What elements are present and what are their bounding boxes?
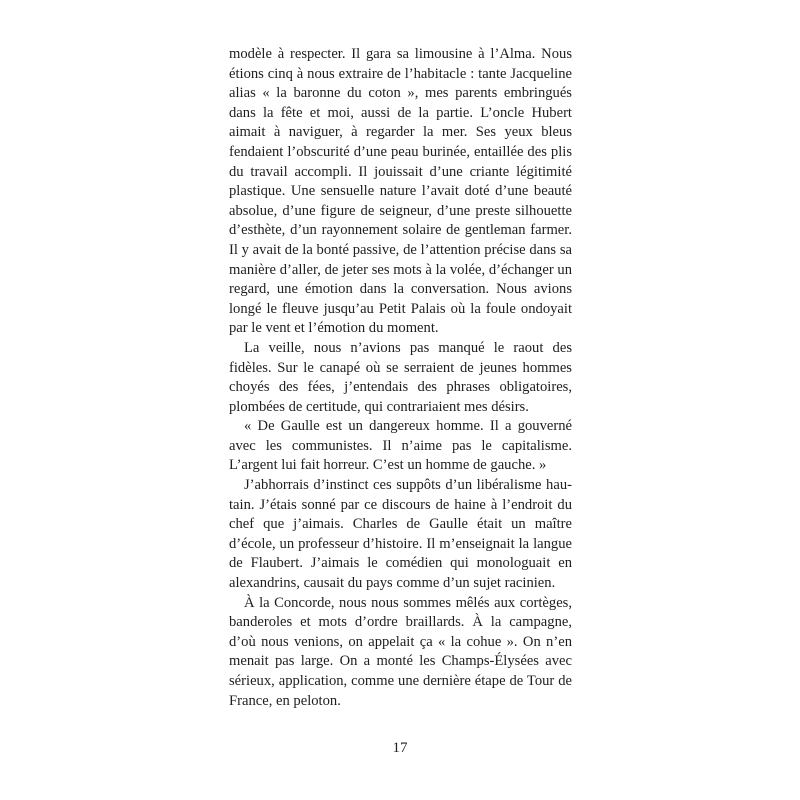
body-text [229, 45, 572, 711]
paragraph-3: « De Gaulle est un dangereux homme. Il a gouverné avec les communistes. Il n’aime pas le capitalisme. L’argent lui fait horreur. C’est un homme de gauche. » [229, 418, 572, 474]
paragraph-2: La veille, nous n’avions pas manqué le raout des fidèles. Sur le canapé où se serraient de jeunes hommes choyés des fées, j’entendais des phrases obligatoires, plombées de certitude, qui contrariaient mes désirs. [229, 339, 572, 415]
paragraph-1: modèle à respecter. Il gara sa limousine à l’Alma. Nous étions cinq à nous extraire de l’habitacle : tante Jacqueline alias « la baronne du coton », mes parents embringués dans la fête et moi, aussi de la partie. L’oncle Hubert aimait à naviguer, à regarder la mer. Ses yeux bleus fendaient l’obscurité d’une peau burinée, entaillée des plis du travail accompli. Il jouissait d’une criante légitimité plastique. Une sensuelle nature l’avait doté d’une beauté absolue, d’une figure de seigneur, d’une preste silhouette d’esthète, d’un rayonnement solaire de gentleman farmer. Il y avait de la bonté passive, de l’attention précise dans sa manière d’aller, de jeter ses mots à la volée, d’échanger un regard, une émotion dans la conversation. Nous avions longé le fleuve jusqu’au Petit Palais où la foule ondoyait par le vent et l’émotion du moment. [229, 46, 572, 337]
paragraph-4: J’abhorrais d’instinct ces suppôts d’un libéralisme hautain. J’étais sonné par ce discours de haine à l’endroit du chef que j’aimais. Charles de Gaulle était un maître d’école, un professeur d’histoire. Il m’enseignait la langue de Flaubert. J’aimais le comédien qui monologuait en alexandrins, causait du pays comme d’un sujet racinien. [229, 477, 572, 592]
page-number: 17 [392, 740, 408, 756]
paragraph-5: À la Concorde, nous nous sommes mêlés aux cortèges, banderoles et mots d’ordre braillards. À la campagne, d’où nous venions, on appelait ça « la cohue ». On n’en menait pas large. On a monté les Champs-Élysées avec sérieux, application, comme une dernière étape de Tour de France, en peloton. [229, 594, 572, 709]
